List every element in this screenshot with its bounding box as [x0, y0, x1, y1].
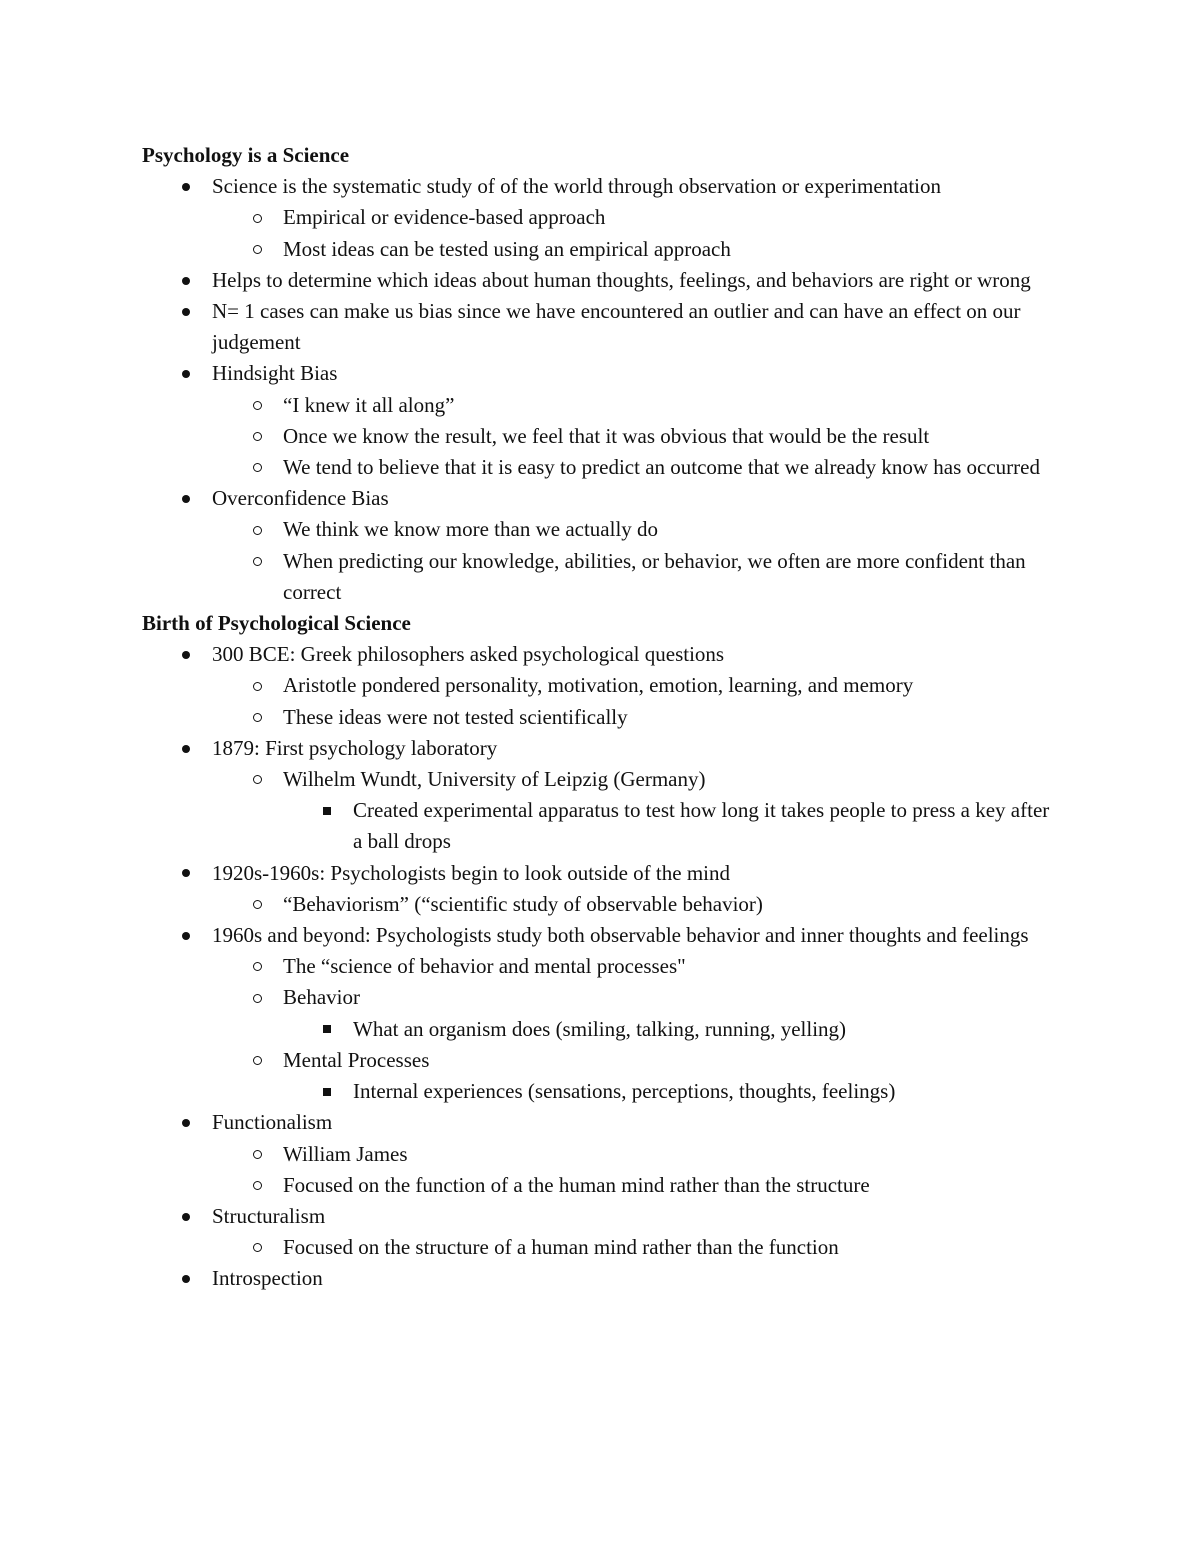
bullet-circle-icon	[247, 390, 267, 421]
list-item-text: Structuralism	[212, 1203, 326, 1228]
bullet-circle-icon	[247, 452, 267, 483]
bullet-circle-icon	[247, 702, 267, 733]
list-item-text: N= 1 cases can make us bias since we have encountered an outlier and can have an effect on our judgement	[212, 299, 1021, 355]
list-item-text: Empirical or evidence-based approach	[283, 205, 606, 230]
list-item	[142, 1201, 1062, 1232]
list-item-text: Hindsight Bias	[212, 361, 338, 386]
bullet-dot-icon	[176, 296, 196, 327]
list-item-text: Wilhelm Wundt, University of Leipzig (Germany)	[283, 767, 706, 792]
list-item-text: Functionalism	[212, 1110, 333, 1135]
list-item	[142, 889, 1062, 920]
bullet-dot-icon	[176, 265, 196, 296]
list-item	[142, 1232, 1062, 1263]
bullet-circle-icon	[247, 764, 267, 795]
list-item-text: 1920s-1960s: Psychologists begin to look outside of the mind	[212, 860, 730, 885]
list-item-text: When predicting our knowledge, abilities, or behavior, we often are more confident than correct	[283, 548, 1026, 604]
bullet-circle-icon	[247, 951, 267, 982]
bullet-square-icon	[317, 1014, 337, 1045]
list-item	[142, 1014, 1062, 1045]
list-item	[142, 1045, 1062, 1076]
list-item-text: Helps to determine which ideas about human thoughts, feelings, and behaviors are right or wrong	[212, 267, 1031, 292]
list-item	[142, 1263, 1062, 1294]
list-item	[142, 670, 1062, 701]
list-item	[142, 421, 1062, 452]
list-item	[142, 296, 1062, 358]
list-item-text: Introspection	[212, 1266, 323, 1291]
section-heading: Birth of Psychological Science	[142, 611, 411, 636]
list-item	[142, 639, 1062, 670]
list-item-text: We think we know more than we actually do	[283, 517, 659, 542]
document-body	[142, 140, 1062, 1295]
bullet-dot-icon	[176, 483, 196, 514]
list-item	[142, 483, 1062, 514]
list-item-text: We tend to believe that it is easy to predict an outcome that we already know has occurred	[283, 455, 1040, 480]
bullet-circle-icon	[247, 421, 267, 452]
list-item-text: Behavior	[283, 985, 360, 1010]
bullet-circle-icon	[247, 1045, 267, 1076]
bullet-dot-icon	[176, 858, 196, 889]
bullet-circle-icon	[247, 889, 267, 920]
list-item-text: Internal experiences (sensations, perceptions, thoughts, feelings)	[353, 1079, 896, 1104]
bullet-square-icon	[317, 795, 337, 826]
list-item-text: Overconfidence Bias	[212, 486, 389, 511]
bullet-dot-icon	[176, 1107, 196, 1138]
bullet-circle-icon	[247, 546, 267, 577]
bullet-circle-icon	[247, 1232, 267, 1263]
list-item-text: William James	[283, 1141, 408, 1166]
list-item	[142, 452, 1062, 483]
list-item	[142, 795, 1062, 857]
list-item	[142, 1170, 1062, 1201]
list-item	[142, 1076, 1062, 1107]
bullet-circle-icon	[247, 670, 267, 701]
bullet-circle-icon	[247, 234, 267, 265]
list-item	[142, 390, 1062, 421]
list-item-text: Focused on the function of a the human mind rather than the structure	[283, 1172, 870, 1197]
list-item	[142, 202, 1062, 233]
list-item-text: Focused on the structure of a human mind rather than the function	[283, 1235, 839, 1260]
bullet-dot-icon	[176, 1263, 196, 1294]
list-item-text: 300 BCE: Greek philosophers asked psychological questions	[212, 642, 725, 667]
list-item	[142, 358, 1062, 389]
list-item	[142, 858, 1062, 889]
list-item	[142, 702, 1062, 733]
bullet-circle-icon	[247, 514, 267, 545]
list-item-text: Aristotle pondered personality, motivation, emotion, learning, and memory	[283, 673, 914, 698]
bullet-dot-icon	[176, 639, 196, 670]
section-heading: Psychology is a Science	[142, 143, 350, 167]
list-item	[142, 951, 1062, 982]
list-item	[142, 514, 1062, 545]
bullet-dot-icon	[176, 171, 196, 202]
list-item-text: What an organism does (smiling, talking, running, yelling)	[353, 1016, 847, 1041]
bullet-dot-icon	[176, 733, 196, 764]
list-item	[142, 171, 1062, 202]
list-item-text: Most ideas can be tested using an empirical approach	[283, 236, 731, 261]
list-item	[142, 546, 1062, 608]
list-item	[142, 265, 1062, 296]
list-item-text: These ideas were not tested scientifically	[283, 704, 628, 729]
list-item-text: The “science of behavior and mental processes"	[283, 954, 686, 979]
list-item	[142, 764, 1062, 795]
list-item-text: Science is the systematic study of of the world through observation or experimentation	[212, 174, 941, 199]
list-item	[142, 982, 1062, 1013]
list-item-text: Once we know the result, we feel that it was obvious that would be the result	[283, 423, 930, 448]
list-item-text: 1960s and beyond: Psychologists study both observable behavior and inner thoughts and feelings	[212, 923, 1029, 948]
bullet-dot-icon	[176, 920, 196, 951]
list-item	[142, 733, 1062, 764]
list-item-text: Created experimental apparatus to test how long it takes people to press a key after a ball drops	[353, 798, 1050, 854]
bullet-circle-icon	[247, 202, 267, 233]
list-item	[142, 920, 1062, 951]
bullet-circle-icon	[247, 982, 267, 1013]
bullet-dot-icon	[176, 1201, 196, 1232]
list-item	[142, 1107, 1062, 1138]
list-item	[142, 234, 1062, 265]
list-item-text: Mental Processes	[283, 1047, 430, 1072]
list-item	[142, 1139, 1062, 1170]
bullet-dot-icon	[176, 358, 196, 389]
bullet-circle-icon	[247, 1170, 267, 1201]
bullet-square-icon	[317, 1076, 337, 1107]
list-item-text: “I knew it all along”	[283, 392, 455, 417]
bullet-circle-icon	[247, 1139, 267, 1170]
list-item-text: “Behaviorism” (“scientific study of observable behavior)	[283, 891, 763, 916]
list-item-text: 1879: First psychology laboratory	[212, 735, 498, 760]
